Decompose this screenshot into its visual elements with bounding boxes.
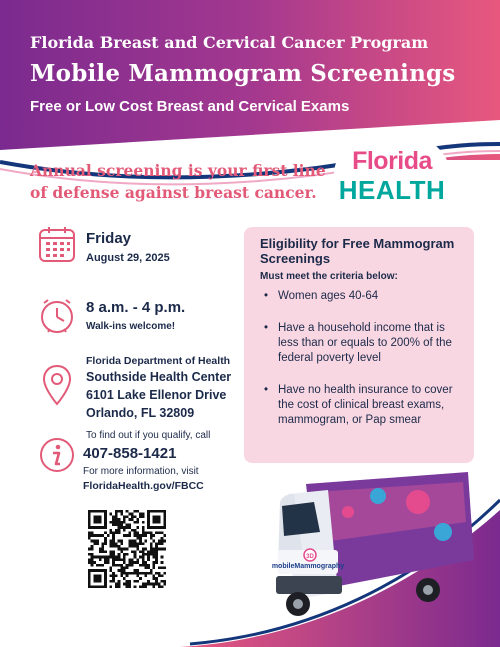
qr-code[interactable] bbox=[88, 510, 166, 588]
page-subtitle: Free or Low Cost Breast and Cervical Exams bbox=[30, 98, 350, 115]
event-day: Friday bbox=[86, 230, 132, 247]
criteria-label: Must meet the criteria below: bbox=[260, 271, 398, 282]
info-icon bbox=[38, 436, 76, 474]
criteria-list bbox=[260, 289, 465, 445]
map-pin-icon bbox=[42, 364, 72, 406]
event-date: August 29, 2025 bbox=[86, 252, 170, 264]
logo-word-florida: Florida bbox=[352, 147, 432, 175]
clock-icon bbox=[38, 297, 76, 335]
tagline-line-2: of defense against breast cancer. bbox=[30, 183, 317, 202]
event-hours: 8 a.m. - 4 p.m. bbox=[86, 299, 186, 316]
tagline-line-1: Annual screening is your first line bbox=[30, 161, 326, 180]
qualify-text: To find out if you qualify, call bbox=[86, 430, 211, 441]
page-title: Mobile Mammogram Screenings bbox=[30, 60, 456, 87]
criteria-item: • Have no health insurance to cover the cost of clinical breast exams, mammogram, or Pap smear bbox=[260, 383, 465, 428]
more-info-text: For more information, visit bbox=[83, 466, 199, 477]
location-city: Orlando, FL 32809 bbox=[86, 406, 195, 420]
eligibility-panel bbox=[244, 227, 474, 463]
eligibility-title: Eligibility for Free Mammogram Screenings bbox=[260, 236, 455, 266]
mobile-mammography-truck bbox=[268, 462, 478, 622]
location-name: Southside Health Center bbox=[86, 370, 232, 384]
calendar-icon bbox=[38, 225, 76, 263]
florida-health-logo bbox=[336, 133, 448, 215]
logo-word-health: HEALTH bbox=[338, 175, 446, 205]
truck-brand: mobileMammography bbox=[271, 563, 345, 570]
location-org: Florida Department of Health bbox=[86, 355, 231, 367]
truck-badge: 3D bbox=[306, 554, 314, 560]
criteria-item: • Have a household income that is less than or equals to 200% of the federal poverty level bbox=[260, 321, 465, 366]
walk-ins-note: Walk-ins welcome! bbox=[86, 321, 176, 332]
criteria-item: • Women ages 40-64 bbox=[260, 289, 465, 304]
location-street: 6101 Lake Ellenor Drive bbox=[86, 388, 227, 402]
website-link[interactable]: FloridaHealth.gov/FBCC bbox=[83, 480, 204, 492]
phone-number[interactable]: 407-858-1421 bbox=[83, 445, 177, 462]
program-name: Florida Breast and Cervical Cancer Program bbox=[30, 33, 429, 52]
tagline bbox=[30, 160, 330, 204]
